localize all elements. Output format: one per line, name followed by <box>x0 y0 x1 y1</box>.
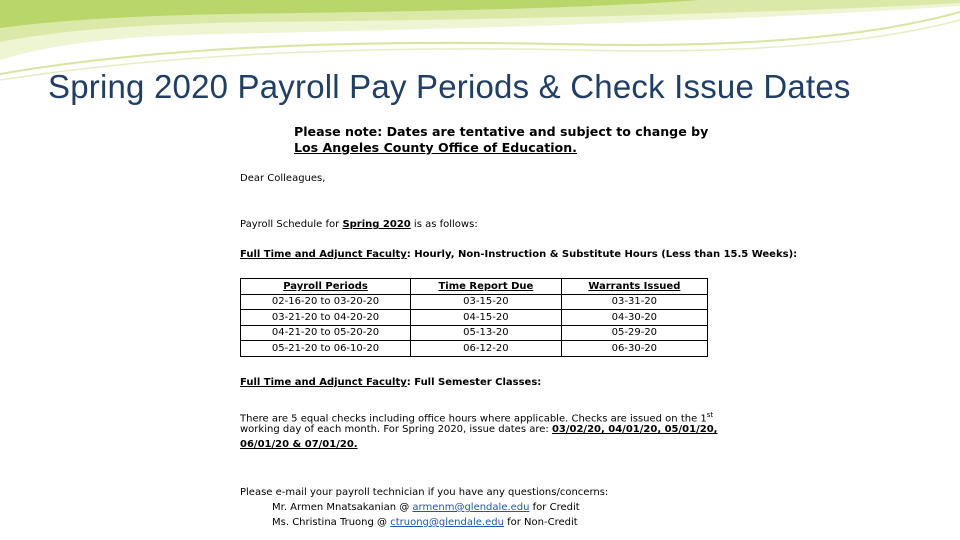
checks-line-2-dates: 03/02/20, 04/01/20, 05/01/20, <box>551 424 718 435</box>
table-row <box>241 325 708 341</box>
checks-line-2-text: working day of each month. For Spring 2020, issue dates are: <box>240 424 552 435</box>
table-cell: 04-21-20 to 05-20-20 <box>241 325 411 341</box>
table-cell: 02-16-20 to 03-20-20 <box>241 294 411 310</box>
contact-credit-suffix: for Credit <box>529 502 580 513</box>
contact-intro: Please e-mail your payroll technician if you have any questions/concerns: <box>240 487 609 498</box>
section-2-heading-rest: : Full Semester Classes: <box>406 377 542 388</box>
section-1-heading-lead: Full Time and Adjunct Faculty <box>240 249 407 260</box>
schedule-intro-prefix: Payroll Schedule for <box>240 219 343 230</box>
table-cell: 06-12-20 <box>411 341 562 357</box>
table-cell: 03-21-20 to 04-20-20 <box>241 310 411 326</box>
contact-credit-name: Mr. Armen Mnatsakanian @ <box>272 502 413 513</box>
note-line-2: Los Angeles County Office of Education. <box>294 140 577 155</box>
table-row <box>241 294 708 310</box>
table-cell: 05-29-20 <box>561 325 707 341</box>
checks-line-1-sup: st <box>706 411 714 419</box>
table-header: Payroll Periods <box>241 279 411 295</box>
section-2-heading-lead: Full Time and Adjunct Faculty <box>240 377 407 388</box>
schedule-intro-term: Spring 2020 <box>342 219 411 230</box>
section-2-heading <box>240 376 541 390</box>
section-1-heading-rest: : Hourly, Non-Instruction & Substitute Hours (Less than 15.5 Weeks): <box>406 249 798 260</box>
schedule-intro-suffix: is as follows: <box>410 219 478 230</box>
table-header-row <box>241 279 708 295</box>
tentative-dates-note <box>294 124 714 156</box>
greeting: Dear Colleagues, <box>240 173 326 184</box>
note-line-1: Please note: Dates are tentative and subject to change by <box>294 124 709 139</box>
table-cell: 03-15-20 <box>411 294 562 310</box>
payroll-schedule-table <box>240 278 708 357</box>
contact-noncredit <box>272 516 578 530</box>
section-1-heading <box>240 248 797 262</box>
contact-noncredit-suffix: for Non-Credit <box>503 517 578 528</box>
table-cell: 06-30-20 <box>561 341 707 357</box>
table-cell: 05-13-20 <box>411 325 562 341</box>
checks-line-1-text: There are 5 equal checks including office hours where applicable. Checks are issued on the 1 <box>240 413 707 425</box>
table-header: Warrants Issued <box>561 279 707 295</box>
contact-noncredit-name: Ms. Christina Truong @ <box>272 517 391 528</box>
contact-credit-email-link[interactable]: armenm@glendale.edu <box>412 502 530 513</box>
table-cell: 03-31-20 <box>561 294 707 310</box>
checks-line-3-dates: 06/01/20 & 07/01/20. <box>240 439 358 450</box>
table-row <box>241 310 708 326</box>
table-header: Time Report Due <box>411 279 562 295</box>
schedule-intro <box>240 218 478 232</box>
table-cell: 04-30-20 <box>561 310 707 326</box>
checks-line-2 <box>240 423 717 437</box>
table-cell: 05-21-20 to 06-10-20 <box>241 341 411 357</box>
table-cell: 04-15-20 <box>411 310 562 326</box>
slide-title: Spring 2020 Payroll Pay Periods & Check Issue Dates <box>48 68 851 105</box>
table-row <box>241 341 708 357</box>
contact-credit <box>272 501 580 515</box>
contact-noncredit-email-link[interactable]: ctruong@glendale.edu <box>390 517 504 528</box>
